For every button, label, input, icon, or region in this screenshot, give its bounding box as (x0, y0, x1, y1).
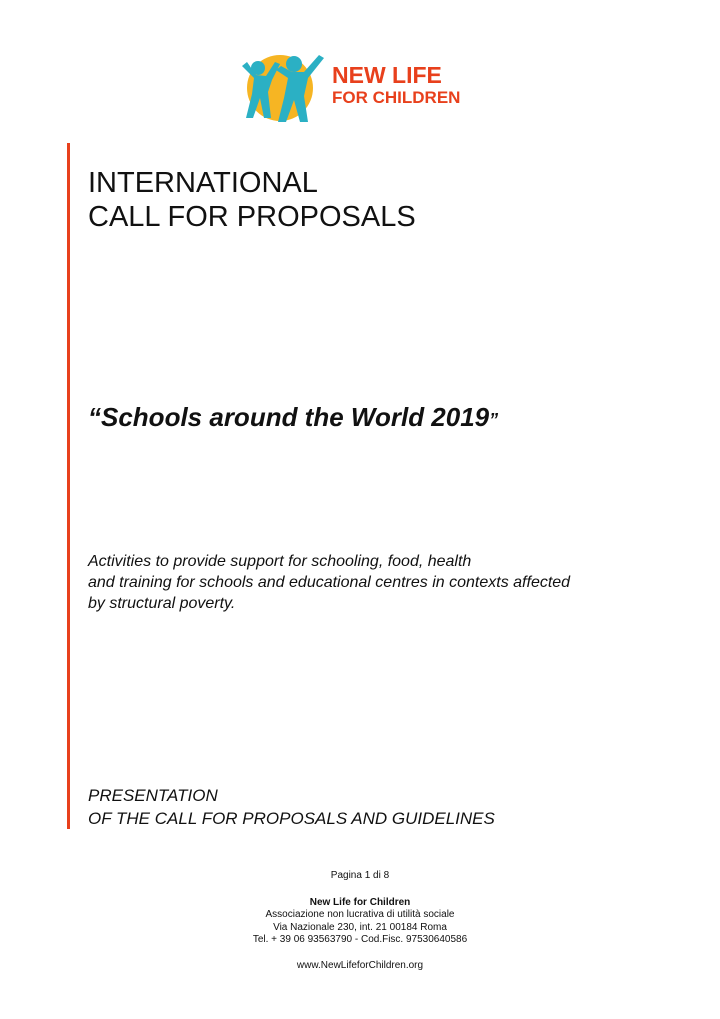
presentation-heading (88, 784, 495, 830)
footer-website-link[interactable]: www.NewLifeforChildren.org (296, 959, 424, 971)
footer-org-type: Associazione non lucrativa di utilità sociale (265, 909, 455, 920)
page-footer (0, 870, 720, 972)
presentation-line1: PRESENTATION (88, 786, 218, 805)
presentation-line2: OF THE CALL FOR PROPOSALS AND GUIDELINES (88, 809, 495, 828)
logo-wordmark (332, 64, 460, 106)
title-line2: CALL FOR PROPOSALS (88, 201, 416, 233)
subtitle-close-quote: ” (489, 410, 499, 430)
left-accent-bar (67, 143, 70, 829)
logo (232, 48, 488, 130)
footer-address: Via Nazionale 230, int. 21 00184 Roma (273, 921, 447, 933)
page-number: Pagina 1 di 8 (330, 870, 390, 881)
call-subtitle (88, 402, 498, 433)
title-line1: INTERNATIONAL (88, 167, 318, 199)
footer-org-name: New Life for Children (309, 896, 411, 908)
logo-text-line1: NEW LIFE (332, 62, 442, 88)
description-line2: and training for schools and educational centres in contexts affected (88, 574, 571, 591)
subtitle-open-quote: “ (88, 402, 101, 432)
footer-contacts: Tel. + 39 06 93563790 - Cod.Fisc. 97530640586 (252, 934, 468, 945)
document-title (88, 166, 416, 234)
logo-mark (232, 48, 332, 130)
description (88, 551, 688, 614)
description-line1: Activities to provide support for schooling, food, health (88, 553, 472, 570)
logo-text-line2: FOR CHILDREN (332, 88, 461, 107)
subtitle-text: Schools around the World 2019 (101, 402, 490, 432)
description-line3: by structural poverty. (88, 595, 236, 612)
